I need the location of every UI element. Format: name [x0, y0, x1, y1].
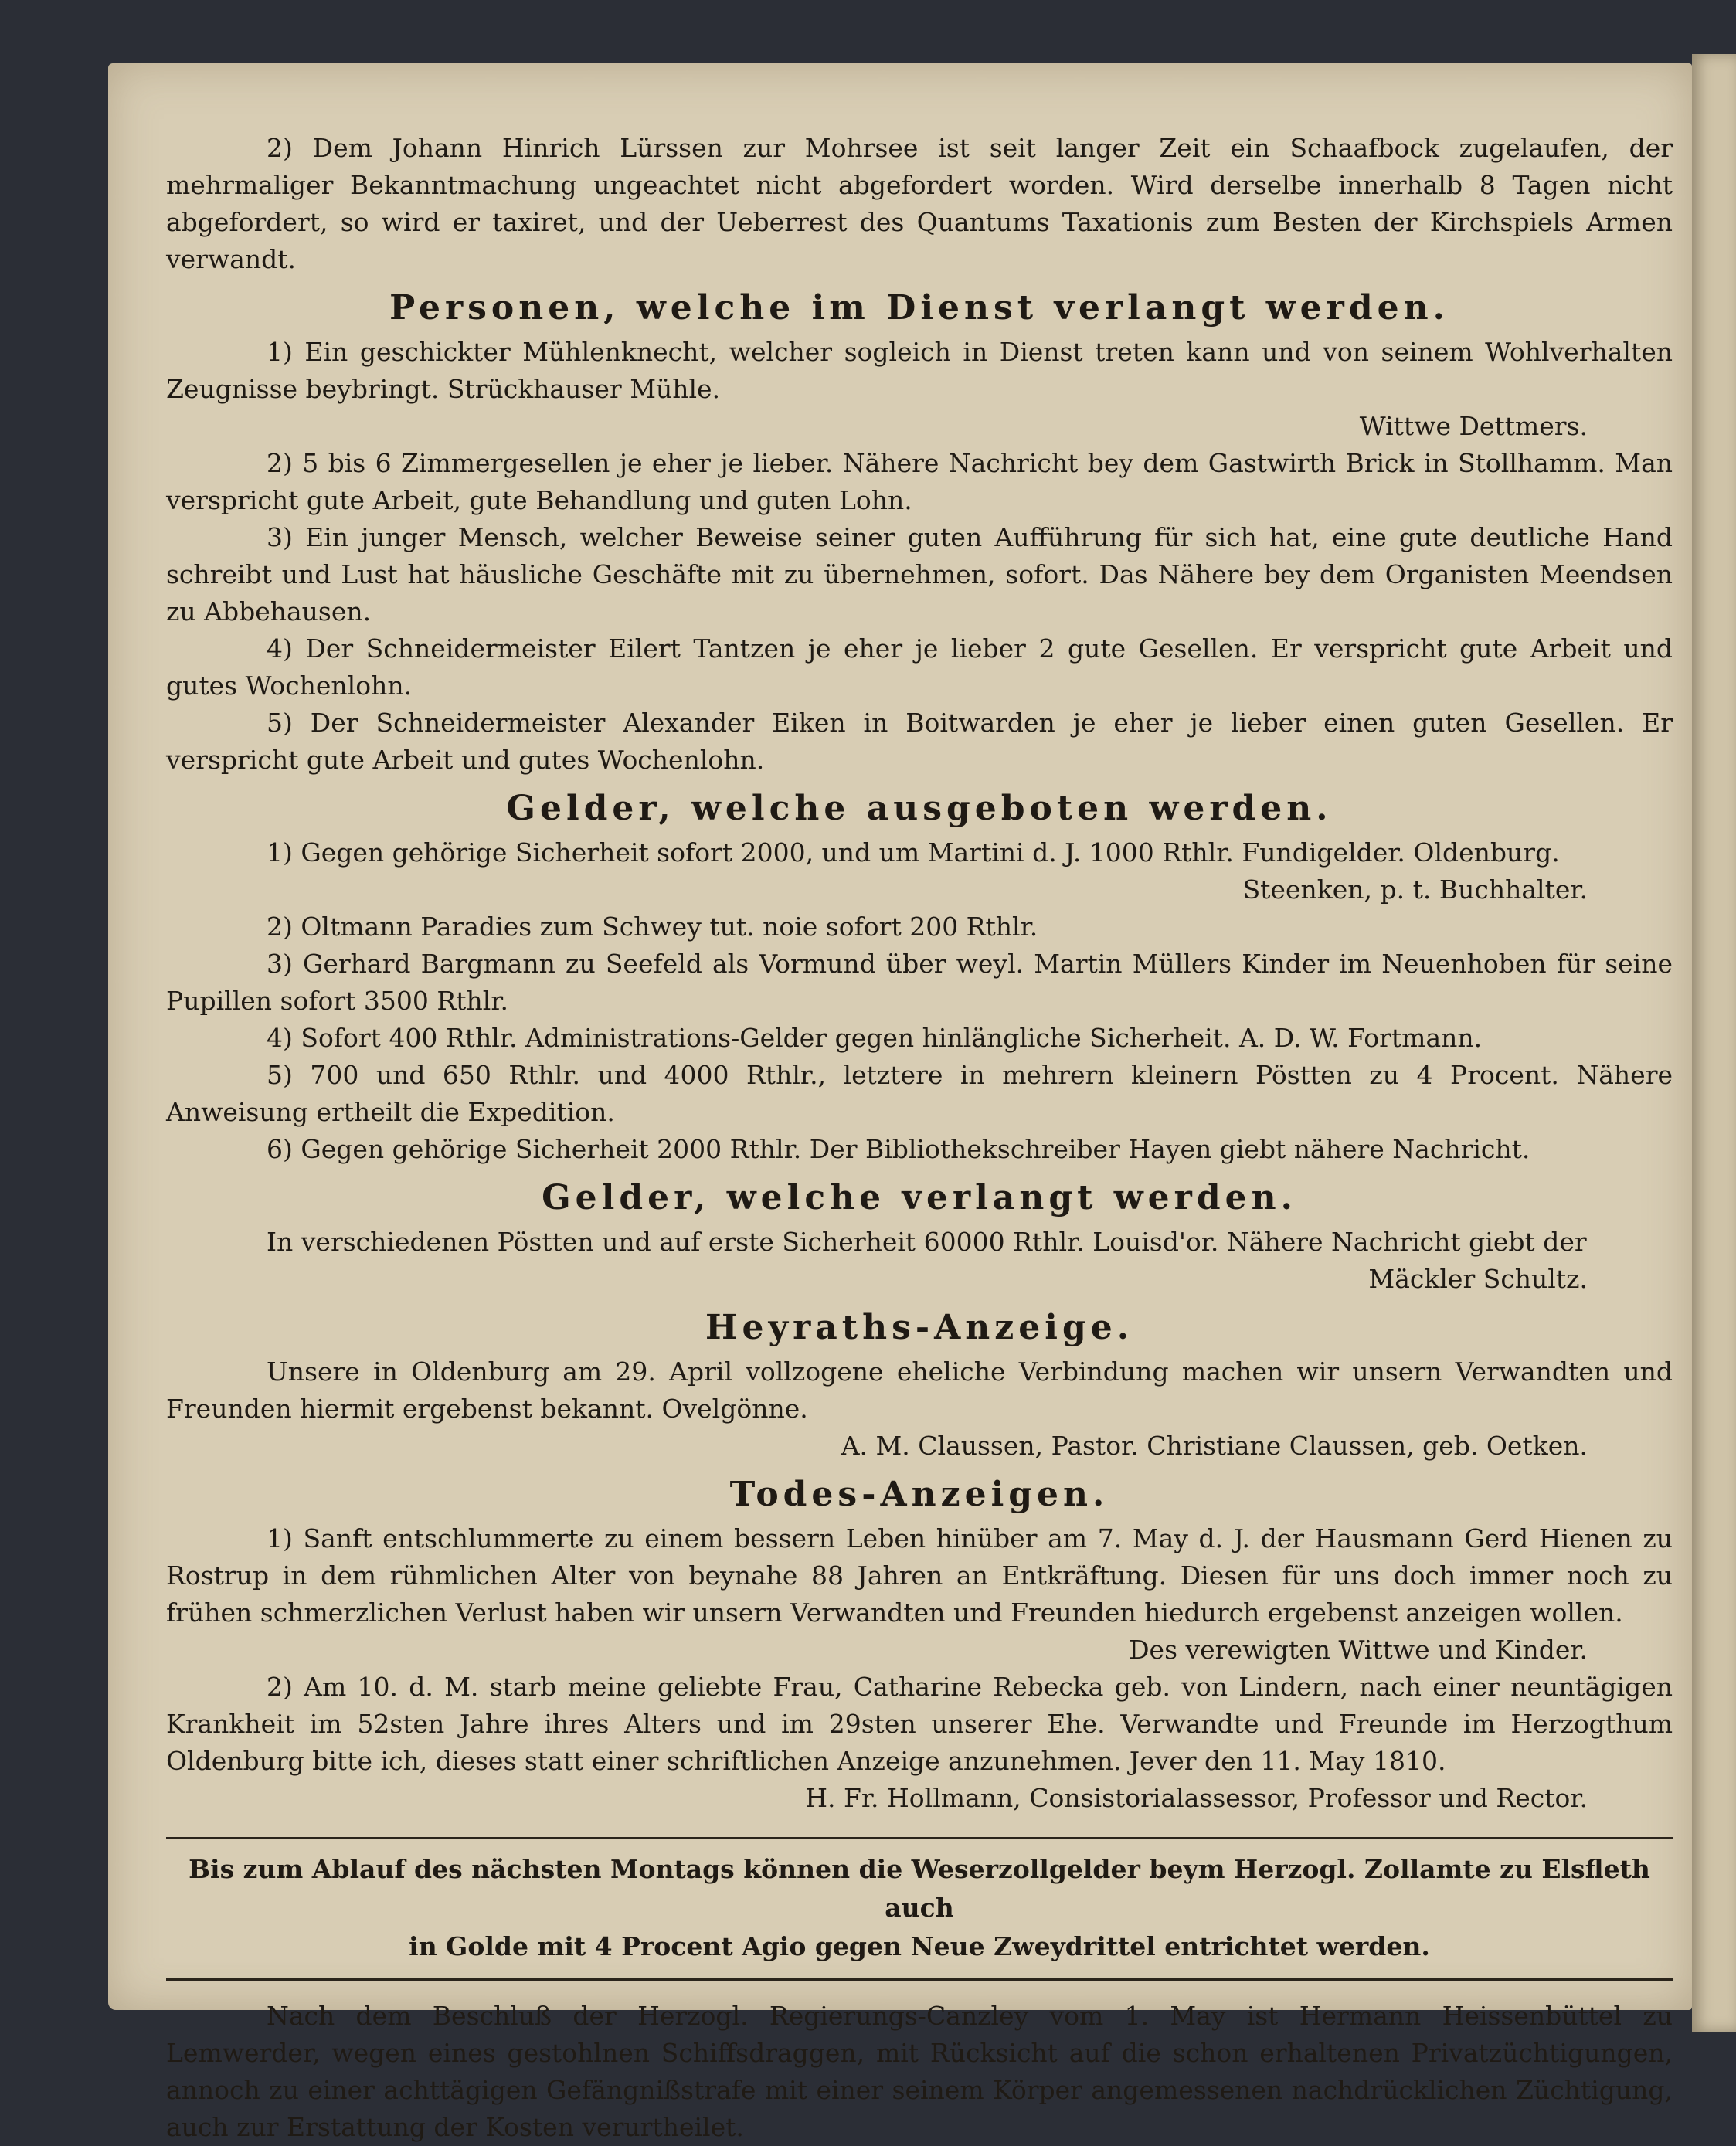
heading-heyraths-anzeige: Heyraths-Anzeige. [705, 1308, 1134, 1347]
personen-item-3: 3) Ein junger Mensch, welcher Beweise seiner guten Aufführung für sich hat, eine gute deutliche Hand schreibt und Lust hat häusliche Geschäfte mit zu übernehmen, sofort. Das Nähere bey dem Organisten Meendsen zu Abbehausen. [166, 522, 1673, 626]
gelder-aus-item-1-signature: Steenken, p. t. Buchhalter. [1242, 874, 1588, 905]
personen-item-5: 5) Der Schneidermeister Alexander Eiken in Boitwarden je eher je lieber einen guten Gesellen. Er verspricht gute Arbeit und gutes Wochenlohn. [166, 708, 1673, 775]
heading-gelder-verlangt: Gelder, welche verlangt werden. [542, 1178, 1297, 1217]
lost-sheep-notice: 2) Dem Johann Hinrich Lürssen zur Mohrsee ist seit langer Zeit ein Schaafbock zugelaufen, der mehrmaliger Bekanntmachung ungeachtet nicht abgefordert worden. Wird derselbe innerhalb 8 Tagen nicht abgefordert, so wird er taxiret, und der Ueberrest des Quantums Taxationis zum Besten der Kirchspiels Armen verwandt. [166, 133, 1673, 274]
gelder-verl-signature: Mäckler Schultz. [1368, 1264, 1588, 1294]
heyrath-text: Unsere in Oldenburg am 29. April vollzogene eheliche Verbindung machen wir unsern Verwandten und Freunden hiermit ergebenst bekannt. Ovelgönne. [166, 1357, 1673, 1424]
todes-item-1-signature: Des verewigten Wittwe und Kinder. [1129, 1635, 1588, 1665]
gelder-aus-item-1: 1) Gegen gehörige Sicherheit sofort 2000, und um Martini d. J. 1000 Rthlr. Fundigelder. Oldenburg. [267, 837, 1560, 868]
adjacent-page-edge [1692, 54, 1736, 2032]
personen-item-1-signature: Wittwe Dettmers. [1359, 411, 1588, 441]
heading-todes-anzeigen: Todes-Anzeigen. [729, 1475, 1109, 1514]
personen-item-2: 2) 5 bis 6 Zimmergesellen je eher je lieber. Nähere Nachricht bey dem Gastwirth Brick in Stollhamm. Man verspricht gute Arbeit, gute Behandlung und guten Lohn. [166, 448, 1673, 515]
gelder-aus-item-2: 2) Oltmann Paradies zum Schwey tut. noie sofort 200 Rthlr. [267, 912, 1038, 942]
todes-item-2-signature: H. Fr. Hollmann, Consistorialassessor, Professor und Rector. [805, 1783, 1588, 1813]
todes-item-2: 2) Am 10. d. M. starb meine geliebte Frau, Catharine Rebecka geb. von Lindern, nach einer neuntägigen Krankheit im 52sten Jahre ihres Alters und im 29sten unserer Ehe. Verwandte und Freunde im Herzogthum Oldenburg bitte ich, dieses statt einer schriftlichen Anzeige anzunehmen. Jever den 11. May 1810. [166, 1672, 1673, 1776]
heading-personen: Personen, welche im Dienst verlangt werden. [389, 288, 1449, 328]
boxed-customs-notice [166, 1837, 1673, 1981]
gelder-aus-item-6: 6) Gegen gehörige Sicherheit 2000 Rthlr. Der Bibliothekschreiber Hayen giebt nähere Nachricht. [267, 1134, 1530, 1164]
gelder-aus-item-3: 3) Gerhard Bargmann zu Seefeld als Vormund über weyl. Martin Müllers Kinder im Neuenhoben für seine Pupillen sofort 3500 Rthlr. [166, 949, 1673, 1016]
personen-item-4: 4) Der Schneidermeister Eilert Tantzen je eher je lieber 2 gute Gesellen. Er verspricht gute Arbeit und gutes Wochenlohn. [166, 633, 1673, 701]
court-sentence-notice: Nach dem Beschluß der Herzogl. Regierungs-Canzley vom 1. May ist Hermann Heissenbüttel zu Lemwerder, wegen eines gestohlnen Schiffsdraggen, mit Rücksicht auf die schon erhaltenen Privatzüchtigungen, annoch zu einer achttägigen Gefängnißstrafe mit einer seinem Körper angemessenen nachdrücklichen Züchtigung, auch zur Erstattung der Kosten verurtheilet. [166, 2001, 1673, 2142]
document-text [166, 130, 1673, 2146]
heyrath-signature: A. M. Claussen, Pastor. Christiane Claussen, geb. Oetken. [841, 1431, 1588, 1461]
gelder-verl-text: In verschiedenen Pöstten und auf erste Sicherheit 60000 Rthlr. Louisd'or. Nähere Nachricht giebt der [267, 1227, 1587, 1257]
boxed-notice-line-1: Bis zum Ablauf des nächsten Montags können die Weserzollgelder beym Herzogl. Zollamte zu Elsfleth auch [189, 1854, 1650, 1923]
todes-item-1: 1) Sanft entschlummerte zu einem bessern Leben hinüber am 7. May d. J. der Hausmann Gerd Hienen zu Rostrup in dem rühmlichen Alter von beynahe 88 Jahren an Entkräftung. Diesen für uns doch immer noch zu frühen schmerzlichen Verlust haben wir unsern Verwandten und Freunden hiedurch ergebenst anzeigen wollen. [166, 1523, 1673, 1628]
gelder-aus-item-4: 4) Sofort 400 Rthlr. Administrations-Gelder gegen hinlängliche Sicherheit. A. D. W. Fortmann. [267, 1023, 1483, 1053]
gelder-aus-item-5: 5) 700 und 650 Rthlr. und 4000 Rthlr., letztere in mehrern kleinern Pöstten zu 4 Procent. Nähere Anweisung ertheilt die Expedition. [166, 1060, 1673, 1127]
boxed-notice-line-2: in Golde mit 4 Procent Agio gegen Neue Zweydrittel entrichtet werden. [409, 1931, 1430, 1961]
personen-item-1: 1) Ein geschickter Mühlenknecht, welcher sogleich in Dienst treten kann und von seinem Wohlverhalten Zeugnisse beybringt. Strückhauser Mühle. [166, 337, 1673, 404]
heading-gelder-ausgeboten: Gelder, welche ausgeboten werden. [506, 789, 1333, 828]
